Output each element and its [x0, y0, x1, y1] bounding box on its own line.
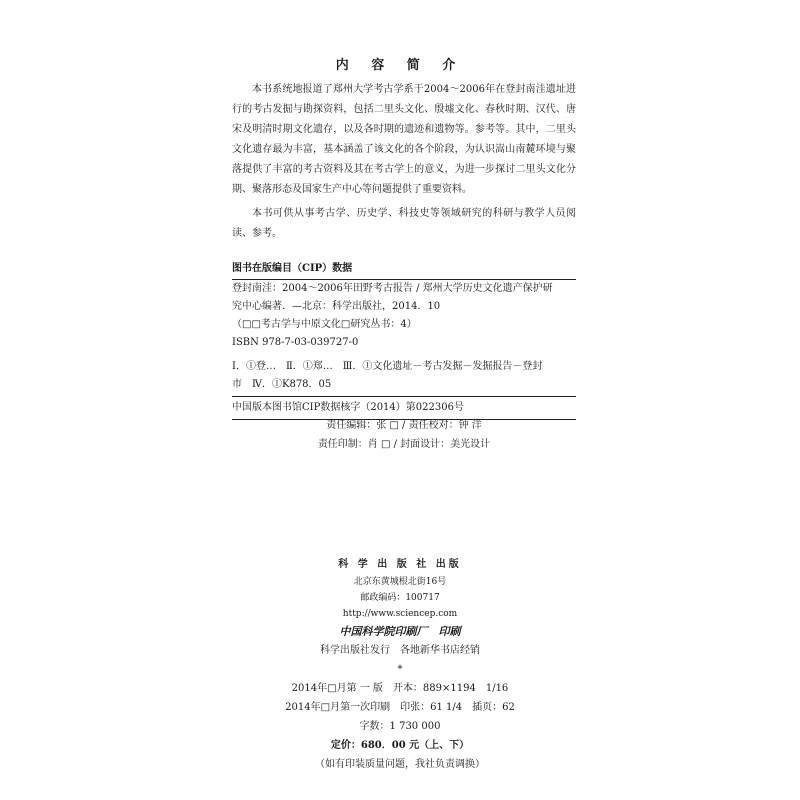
cip-record	[232, 280, 576, 397]
credits-design: 责任印制：肖 □ / 封面设计：美光设计	[317, 439, 491, 450]
cip-line: 登封南洼：2004～2006年田野考古报告 / 郑州大学历史文化遗产保护研	[232, 283, 553, 294]
cip-classification: 市 Ⅳ．①K878．05	[232, 379, 332, 390]
intro-paragraph-2: 本书可供从事考古学、历史学、科技史等领域研究的科研与教学人员阅读、参考。	[232, 208, 576, 239]
separator: *	[397, 664, 403, 675]
credits	[232, 416, 576, 454]
intro-paragraph-1: 本书系统地报道了郑州大学考古学系于2004～2006年在登封南洼遗址进行的考古发掘与勘探资料，包括二里头文化、殷墟文化、春秋时期、汉代、唐宋及明清时期文化遗存，以及各时期的遗迹和遗物等。参考等。其中，二里头文化遗存最为丰富，基本涵盖了该文化的各个阶段，为认识嵩山南麓环境与聚落提供了丰富的考古资料及其在考古学上的意义，为进一步探讨二里头文化分期、聚落形态及国家生产中心等问题提供了重要资料。	[232, 84, 576, 195]
cip-block	[232, 260, 576, 420]
cip-title: 图书在版编目（CIP）数据	[232, 260, 576, 280]
distributor: 科学出版社发行 各地新华书店经销	[320, 645, 480, 656]
cip-line: ISBN 978-7-03-039727-0	[232, 337, 359, 348]
edition: 2014年□月第 一 版 开本：889×1194 1/16	[291, 683, 509, 694]
publisher: 科 学 出 版 社 出版	[338, 559, 462, 570]
wordcount: 字数：1 730 000	[359, 721, 441, 732]
publisher-url: http://www.sciencep.com	[342, 609, 458, 619]
credits-editors: 责任编辑：张 □ / 责任校对：钟 洋	[326, 420, 482, 431]
cip-line: 究中心编著．—北京：科学出版社，2014．10	[232, 301, 441, 312]
notice: （如有印装质量问题，我社负责调换）	[315, 759, 485, 770]
intro-text	[232, 80, 576, 244]
printer: 中国科学院印刷厂 印刷	[339, 625, 461, 638]
publication-info	[200, 555, 600, 774]
cip-line: （□□考古学与中原文化□研究丛书：4）	[232, 319, 417, 330]
cip-code: 中国版本图书馆CIP数据核字（2014）第022306号	[232, 397, 576, 420]
price: 定价：680．00 元（上、下）	[330, 740, 470, 751]
publisher-address: 北京东黄城根北街16号	[353, 577, 447, 587]
cip-classification: Ⅰ．①登… Ⅱ．①郑… Ⅲ．①文化遗址－考古发掘－发掘报告－登封	[232, 361, 543, 372]
publisher-postcode: 邮政编码：100717	[360, 593, 440, 603]
printing: 2014年□月第一次印刷 印张：61 1/4 插页：62	[285, 702, 515, 713]
intro-heading: 内 容 简 介	[335, 58, 465, 73]
